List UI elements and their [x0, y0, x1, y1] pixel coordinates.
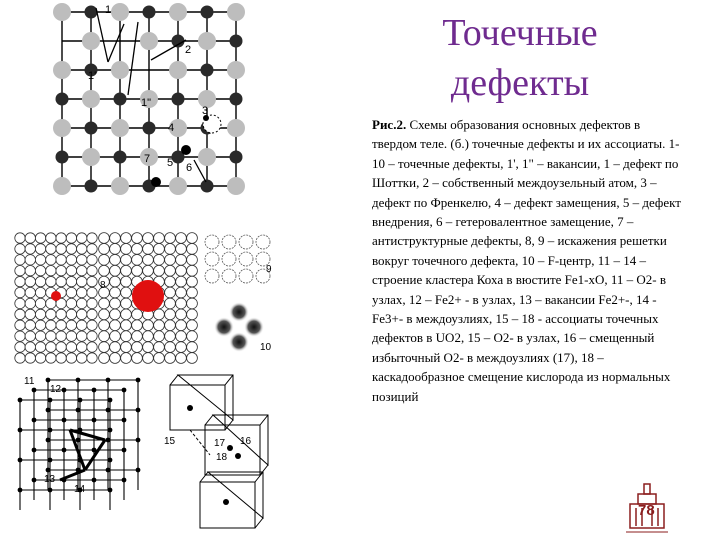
lattice-atom-dark — [143, 6, 156, 19]
lattice-atom-outline — [132, 309, 143, 320]
lattice-atom-outline — [110, 353, 121, 364]
f-center-lattice — [205, 235, 270, 283]
cluster-node — [76, 378, 81, 383]
cluster-node — [136, 468, 141, 473]
cluster-node — [136, 438, 141, 443]
lattice-atom-outline — [35, 287, 45, 297]
lattice-atom-outline — [110, 309, 121, 320]
f-center-blob-top — [229, 302, 249, 322]
lattice-atom-outline — [176, 233, 187, 244]
label-17: 17 — [214, 438, 226, 449]
lattice-atom-outline — [187, 353, 198, 364]
lattice-atom-outline — [87, 266, 97, 276]
label-7: 7 — [144, 153, 151, 165]
lattice-atom-outline — [110, 287, 121, 298]
lattice-atom-outline — [25, 276, 35, 286]
lattice-point-defects-figure — [46, 0, 252, 210]
lattice-atom-outline — [56, 331, 66, 341]
label-9: 9 — [266, 264, 272, 275]
lattice-atom-outline — [46, 266, 56, 276]
lattice-atom-outline — [154, 233, 165, 244]
lattice-atom-outline — [187, 309, 198, 320]
lattice-atom-outline — [143, 233, 154, 244]
lattice-atom-light — [227, 3, 245, 21]
lattice-atom-outline — [132, 265, 143, 276]
lattice-atom-outline — [66, 233, 76, 243]
lattice-atom-outline — [187, 342, 198, 353]
lattice-atom-outline — [66, 309, 76, 319]
lattice-atom-dark — [172, 93, 185, 106]
lattice-atom-outline — [99, 353, 110, 364]
lattice-atom-outline — [15, 309, 25, 319]
cluster-core — [60, 430, 105, 480]
lattice-atom-outline — [176, 276, 187, 287]
lattice-atom-outline — [66, 331, 76, 341]
cluster-node — [92, 388, 97, 393]
lattice-atom-outline — [121, 342, 132, 353]
cluster-node — [136, 378, 141, 383]
lattice-atom-outline — [25, 233, 35, 243]
lattice-atom-light — [198, 32, 216, 50]
cluster-node — [62, 418, 67, 423]
caption-text: Схемы образования основных дефектов в твердом теле. (б.) точечные дефекты и их ассоциаты. 1-10 – точечные дефекты, 1', 1" – вакансии, 1 – дефект по Шоттки, 2 – собственный междоузельный атом, 3 – дефект по Френкелю, 4 – дефект замещения, 5 – дефект внедрения, 6 – гетеровалентное замещение, 7 – антиструктурные дефекты, 8, 9 – искажения решетки вокруг точечного дефекта, 10 – F-центр, 11 – 14 – строение кластера Коха в вюстите Fe1-xO, 11 – O2- в узлах, 12 – Fe2+ - в узлах, 13 – вакансии Fe2+-, 14 - Fe3+- в междоузлиях, 15 – 18 - ассоциаты точечных дефектов в UO2, 15 – O2- в узлах, 16 – смещенный избыточный O2- в междоузлиях (17), 18 – каскадообразное смещение кислорода из нормальных позиций — [372, 117, 681, 404]
cluster-node — [122, 388, 127, 393]
cluster-node — [122, 418, 127, 423]
cluster-node — [62, 388, 67, 393]
lattice-atom-outline — [15, 342, 25, 352]
title-line-1: Точечные — [442, 12, 598, 54]
lattice-atom-outline — [35, 320, 45, 330]
lattice-atom-outline — [154, 254, 165, 265]
label-14: 14 — [74, 484, 86, 495]
lattice-atom-outline — [176, 265, 187, 276]
lattice-atom-outline — [46, 353, 56, 363]
lattice-atom-dark — [201, 6, 214, 19]
lattice-atom-light — [227, 61, 245, 79]
lattice-atom-outline — [165, 331, 176, 342]
f-center-atom — [222, 235, 236, 249]
small-defect-atom — [51, 291, 61, 301]
lattice-atom-outline — [87, 287, 97, 297]
lattice-atom-outline — [121, 265, 132, 276]
lattice-atom-outline — [15, 233, 25, 243]
lattice-atom-outline — [15, 266, 25, 276]
large-defect-atom — [132, 280, 164, 312]
lattice-atom-outline — [66, 320, 76, 330]
f-center-blob-left — [214, 317, 234, 337]
lattice-atom-outline — [25, 331, 35, 341]
lattice-atom-dark — [85, 122, 98, 135]
cluster-node — [106, 378, 111, 383]
lattice-atom-outline — [176, 353, 187, 364]
lattice-atom-outline — [87, 342, 97, 352]
cluster-node — [106, 438, 111, 443]
lattice-atom-outline — [77, 320, 87, 330]
lattice-atom-outline — [143, 265, 154, 276]
lattice-atom-dark — [230, 93, 243, 106]
lattice-atom-outline — [56, 320, 66, 330]
lattice-atom-outline — [77, 255, 87, 265]
lattice-atom-outline — [121, 254, 132, 265]
lattice-atom-outline — [154, 309, 165, 320]
f-center-atom — [205, 252, 219, 266]
lattice-atom-dark — [172, 35, 185, 48]
lattice-atom-outline — [66, 298, 76, 308]
figure-caption — [372, 115, 686, 406]
lattice-atom-outline — [99, 244, 110, 255]
lattice-atom-outline — [121, 276, 132, 287]
koch-cluster-figure — [10, 370, 160, 536]
page-number: 78 — [638, 502, 655, 519]
lattice-atom-outline — [143, 320, 154, 331]
lattice-atom-outline — [132, 342, 143, 353]
lattice-atom-outline — [77, 276, 87, 286]
lattice-atom-outline — [46, 244, 56, 254]
lattice-atom-outline — [35, 342, 45, 352]
label-13: 13 — [44, 474, 56, 485]
lattice-distortion-small-figure — [14, 232, 98, 372]
lattice-atom-outline — [56, 353, 66, 363]
lattice-atom-outline — [56, 244, 66, 254]
lattice-atom-dark — [143, 122, 156, 135]
lattice-atom-dark — [201, 180, 214, 193]
lattice-atom-outline — [56, 276, 66, 286]
lattice-atom-outline — [15, 353, 25, 363]
caption-lead: Рис.2. — [372, 117, 407, 132]
lattice-atom-outline — [121, 244, 132, 255]
label-1-double-prime: 1" — [141, 97, 152, 109]
lattice-atom-outline — [35, 298, 45, 308]
lattice-atom-outline — [15, 244, 25, 254]
lattice-atom-outline — [121, 331, 132, 342]
lattice-atom-outline — [110, 342, 121, 353]
lattice-atom-outline — [46, 331, 56, 341]
lattice-atom-dark — [85, 180, 98, 193]
lattice-atom-outline — [25, 287, 35, 297]
lattice-atom-outline — [110, 265, 121, 276]
lattice-atom-outline — [154, 320, 165, 331]
lattice-atom-outline — [35, 266, 45, 276]
lattice-atom-outline — [46, 233, 56, 243]
lattice-atom-outline — [176, 254, 187, 265]
lattice-atom-outline — [187, 233, 198, 244]
lattice-atom-outline — [121, 233, 132, 244]
lattice-atom-outline — [56, 255, 66, 265]
lattice-atom-outline — [176, 320, 187, 331]
lattice-atom-dark — [201, 64, 214, 77]
label-3: 3 — [202, 105, 209, 117]
lattice-atom-outline — [15, 287, 25, 297]
lattice-atom-outline — [77, 244, 87, 254]
lattice-atom-outline — [99, 331, 110, 342]
lattice-atom-outline — [87, 320, 97, 330]
lattice-atom-outline — [176, 342, 187, 353]
lattice-atom-outline — [121, 309, 132, 320]
uo2-associates-figure — [160, 370, 275, 536]
lattice-atom-light — [111, 61, 129, 79]
lattice-atom-outline — [187, 298, 198, 309]
lattice-atom-outline — [165, 342, 176, 353]
label-10: 10 — [260, 342, 272, 353]
lattice-atom-outline — [165, 254, 176, 265]
lattice-atom-outline — [110, 254, 121, 265]
cluster-node — [32, 388, 37, 393]
lattice-atom-outline — [165, 287, 176, 298]
lattice-atom-light — [82, 90, 100, 108]
cluster-node — [106, 408, 111, 413]
lattice-atom-outline — [99, 320, 110, 331]
lattice-atom-light — [227, 177, 245, 195]
lattice-atom-outline — [77, 342, 87, 352]
f-center-atom — [222, 269, 236, 283]
lattice-atom-outline — [110, 276, 121, 287]
slide-title — [415, 8, 625, 108]
lattice-atom-outline — [143, 342, 154, 353]
lattice-atom-dark — [56, 151, 69, 164]
lattice-atom-outline — [165, 320, 176, 331]
lattice-atom-light — [140, 32, 158, 50]
lattice-atom-outline — [87, 233, 97, 243]
lattice-atom-outline — [35, 331, 45, 341]
f-center-blob-bottom — [229, 332, 249, 352]
label-4: 4 — [168, 122, 175, 134]
label-5: 5 — [167, 157, 174, 169]
cluster-node — [122, 478, 127, 483]
label-11: 11 — [24, 376, 35, 387]
lattice-atom-outline — [56, 233, 66, 243]
f-center-atom — [222, 252, 236, 266]
lattice-atom-outline — [154, 244, 165, 255]
lattice-atom-outline — [165, 309, 176, 320]
lattice-atom-outline — [176, 309, 187, 320]
lattice-atom-outline — [110, 233, 121, 244]
lattice-atom-outline — [99, 254, 110, 265]
lattice-atom-outline — [165, 353, 176, 364]
lattice-atom-outline — [25, 255, 35, 265]
lattice-atom-outline — [187, 244, 198, 255]
f-center-atom — [239, 269, 253, 283]
lattice-atom-outline — [87, 244, 97, 254]
lattice-atom-light — [227, 119, 245, 137]
lattice-atom-outline — [143, 353, 154, 364]
lattice-atom-outline — [99, 265, 110, 276]
lattice-atom-outline — [56, 309, 66, 319]
lattice-atom-outline — [25, 320, 35, 330]
cluster-node — [46, 378, 51, 383]
lattice-atom-outline — [15, 298, 25, 308]
f-center-figure — [204, 232, 274, 372]
lattice-atom-outline — [87, 309, 97, 319]
lattice-atom-dark — [230, 35, 243, 48]
lattice-atom-outline — [56, 266, 66, 276]
lattice-atom-outline — [66, 287, 76, 297]
lattice-atom-dark — [56, 93, 69, 106]
lattice-atom-outline — [165, 244, 176, 255]
f-center-atom — [239, 252, 253, 266]
lattice-atom-light — [111, 177, 129, 195]
label-18: 18 — [216, 452, 228, 463]
lattice-atom-outline — [143, 331, 154, 342]
lattice-atom-outline — [132, 233, 143, 244]
label-16: 16 — [240, 436, 252, 447]
lattice-atom-light — [198, 148, 216, 166]
lattice-atom-outline — [56, 342, 66, 352]
lattice-atom-light — [169, 61, 187, 79]
lattice-atom-outline — [66, 353, 76, 363]
lattice-atom-outline — [143, 254, 154, 265]
lattice-atom-outline — [99, 298, 110, 309]
lattice-distortion-large-figure — [98, 232, 198, 372]
lattice-atom-outline — [77, 266, 87, 276]
f-center-atom — [256, 235, 270, 249]
lattice-atom-outline — [77, 309, 87, 319]
lattice-atom-outline — [15, 331, 25, 341]
lattice-atom-outline — [87, 298, 97, 308]
lattice-atom-outline — [176, 331, 187, 342]
lattice-atom-outline — [154, 265, 165, 276]
lattice-atom-outline — [46, 255, 56, 265]
lattice-atom-outline — [25, 309, 35, 319]
lattice-atom-outline — [165, 298, 176, 309]
lattice-atom-outline — [35, 244, 45, 254]
lattice-atom-outline — [99, 342, 110, 353]
lattice-atom-outline — [187, 320, 198, 331]
lattice-atom-outline — [132, 331, 143, 342]
lattice-atom-dark — [114, 151, 127, 164]
lattice-atom-outline — [121, 287, 132, 298]
lattice-atom-outline — [66, 255, 76, 265]
lattice-atom-light — [111, 3, 129, 21]
lattice-atom-outline — [77, 331, 87, 341]
lattice-atom-outline — [132, 244, 143, 255]
lattice-atom-outline — [187, 331, 198, 342]
lattice-atom-outline — [187, 254, 198, 265]
label-8: 8 — [100, 280, 106, 291]
lattice-atom-outline — [110, 320, 121, 331]
lattice-atom-outline — [121, 298, 132, 309]
lattice-atom-outline — [132, 254, 143, 265]
f-center-atom — [239, 235, 253, 249]
lattice-atom-light — [82, 148, 100, 166]
lattice-atom-outline — [66, 276, 76, 286]
lattice-atom-outline — [87, 276, 97, 286]
lattice-atom-light — [169, 177, 187, 195]
lattice-atom-outline — [176, 244, 187, 255]
lattice-atom-outline — [87, 255, 97, 265]
lattice-atom-outline — [66, 342, 76, 352]
lattice-atom-outline — [35, 255, 45, 265]
lattice-atom-outline — [15, 276, 25, 286]
lattice-atom-outline — [154, 342, 165, 353]
lattice-atom-outline — [35, 309, 45, 319]
lattice-atom-outline — [25, 353, 35, 363]
lattice-atom-light — [53, 119, 71, 137]
cluster-node — [136, 408, 141, 413]
lattice-atom-dark — [230, 151, 243, 164]
lattice-atom-outline — [15, 255, 25, 265]
lattice-atom-light — [53, 177, 71, 195]
f-center-atom — [205, 235, 219, 249]
lattice-atom-dark — [85, 6, 98, 19]
lattice-atom-outline — [46, 320, 56, 330]
lattice-atom-dark — [114, 93, 127, 106]
lattice-atom-outline — [66, 266, 76, 276]
label-1: 1 — [105, 4, 112, 16]
lattice-atom-outline — [77, 233, 87, 243]
lattice-atom-outline — [15, 320, 25, 330]
lattice-atom-outline — [132, 353, 143, 364]
lattice-atom-outline — [165, 276, 176, 287]
label-12: 12 — [50, 384, 62, 395]
lattice-atom-outline — [110, 244, 121, 255]
lattice-atom-outline — [121, 320, 132, 331]
lattice-atom-outline — [121, 353, 132, 364]
lattice-atom-outline — [77, 287, 87, 297]
lattice-atom-light — [53, 61, 71, 79]
lattice-atom-light — [53, 3, 71, 21]
lattice-atom-light — [169, 3, 187, 21]
lattice-atom-outline — [154, 331, 165, 342]
lattice-atom-outline — [25, 298, 35, 308]
lattice-atom-outline — [176, 298, 187, 309]
lattice-atom-outline — [110, 298, 121, 309]
label-2: 2 — [185, 44, 192, 56]
label-15: 15 — [164, 436, 176, 447]
lattice-atom-outline — [132, 320, 143, 331]
lattice-atom-outline — [187, 276, 198, 287]
lattice-atom-outline — [176, 287, 187, 298]
lattice-atom-outline — [66, 244, 76, 254]
lattice-atom-outline — [35, 276, 45, 286]
lattice-atom-outline — [35, 353, 45, 363]
lattice-atom-outline — [143, 244, 154, 255]
lattice-atom-outline — [187, 265, 198, 276]
lattice-atom-outline — [35, 233, 45, 243]
lattice-atom-outline — [165, 265, 176, 276]
f-center-blob-right — [244, 317, 264, 337]
lattice-atom-outline — [110, 331, 121, 342]
lattice-atom-outline — [46, 309, 56, 319]
lattice-atom-outline — [25, 266, 35, 276]
lattice-atom-outline — [165, 233, 176, 244]
lattice-atom-outline — [46, 276, 56, 286]
f-center-atom — [205, 269, 219, 283]
cluster-node — [76, 408, 81, 413]
title-line-2: дефекты — [450, 62, 590, 104]
label-6: 6 — [186, 162, 193, 174]
lattice-atom-outline — [87, 331, 97, 341]
cluster-node — [92, 418, 97, 423]
lattice-atom-outline — [99, 309, 110, 320]
lattice-atom-outline — [154, 353, 165, 364]
lattice-atom-outline — [87, 353, 97, 363]
cluster-node — [18, 398, 23, 403]
lattice-atom-outline — [77, 298, 87, 308]
lattice-atom-light — [82, 32, 100, 50]
lattice-atom-light — [111, 119, 129, 137]
lattice-atom-outline — [99, 233, 110, 244]
lattice-atom-outline — [25, 244, 35, 254]
lattice-atom-outline — [25, 342, 35, 352]
label-1-prime: 1' — [88, 70, 97, 82]
lattice-atom-outline — [187, 287, 198, 298]
lattice-atom-outline — [46, 342, 56, 352]
cluster-node — [122, 448, 127, 453]
lattice-atom-outline — [77, 353, 87, 363]
